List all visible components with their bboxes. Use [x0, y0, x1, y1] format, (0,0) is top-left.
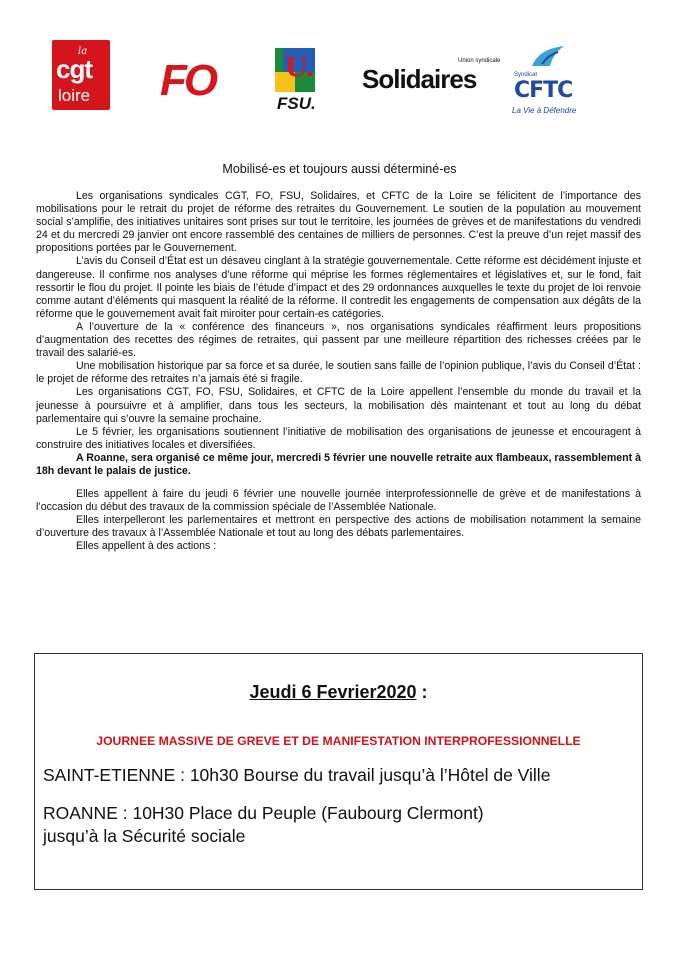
event-date — [35, 682, 642, 703]
cftc-dove-icon — [528, 42, 568, 70]
fsu-logo — [275, 48, 317, 118]
event-date-colon: : — [416, 682, 428, 702]
paragraph: Elles appellent à des actions : — [76, 540, 217, 553]
event-date-label: Jeudi 6 Fevrier2020 — [249, 682, 417, 702]
fo-logo: FO — [160, 56, 216, 105]
paragraph: L’avis du Conseil d’État est un désaveu cinglant à la stratégie gouvernementale. Cette réforme est décidément injuste et dangereuse. Il confirme nos analyses d’une réforme qui méprise les formes réglementaires et législatives et, sur le fond, fait ressortir le flou du projet. Il pointe les biais de l’étude d’impact et des 29 ordonnances auxquelles le texte du projet de loi renvoie comme autant d’éléments qui masquent la réalité de la réforme. Il contredit les engagements de compensation aux dégâts de la réforme que le gouvernement avait fait miroiter pour certain-es catégories. — [36, 255, 641, 320]
cgt-loire-logo — [52, 40, 110, 110]
location-roanne — [43, 802, 484, 848]
solidaires-logo-main: Solidaires — [362, 64, 477, 94]
location-roanne-line1: ROANNE : 10H30 Place du Peuple (Faubourg Clermont) — [43, 803, 484, 823]
paragraph: Le 5 février, les organisations soutiennent l’initiative de mobilisation des organisations de jeunesse et encouragent à construire des initiatives locales et diversifiées. — [36, 425, 641, 451]
paragraph: Une mobilisation historique par sa force et sa durée, le soutien sans faille de l’opinion publique, l’avis du Conseil d’État : le projet de réforme des retraites n’a jamais été si fragile. — [36, 360, 641, 386]
fsu-logo-text: FSU. — [277, 94, 316, 113]
cgt-logo-main: cgt — [56, 54, 92, 84]
communique-body — [36, 190, 641, 554]
page-title: Mobilisé-es et toujours aussi déterminé-es — [222, 162, 457, 176]
paragraph-roanne-bold: A Roanne, sera organisé ce même jour, mercredi 5 février une nouvelle retraite aux flambeaux, rassemblement à 18h devant le palais de justice. — [36, 451, 641, 477]
logo-strip — [0, 40, 679, 120]
paragraph: A l’ouverture de la « conférence des financeurs », nos organisations syndicales réaffirment leurs propositions d’augmentation des recettes des régimes de retraites, qui passent par une meilleure répartition des richesses créées par le travail des salarié-es. — [36, 320, 641, 360]
paragraph: Les organisations syndicales CGT, FO, FSU, Solidaires, et CFTC de la Loire se félicitent de l’importance des mobilisations pour le retrait du projet de réforme des retraites du Gouvernement. Le soutien de la population au mouvement social s’amplifie, des initiatives unitaires sont prises sur tout le territoire, les journées de grèves et de manifestations du vendredi 24 et du mercredi 29 janvier ont encore rassemblé des centaines de milliers de personnes. C’est la preuve d’un rejet massif des propositions portées par le Gouvernement. — [36, 190, 641, 255]
fsu-logo-letter: U. — [285, 53, 315, 83]
solidaires-logo-small: Union syndicale — [458, 58, 501, 64]
paragraph: Elles interpelleront les parlementaires et mettront en perspective des actions de mobilisation notamment la semaine d’ouverture des travaux à l’Assemblée Nationale et tout au long des débats parlementaires. — [36, 514, 641, 540]
event-headline: JOURNEE MASSIVE DE GREVE ET DE MANIFESTATION INTERPROFESSIONNELLE — [96, 734, 581, 748]
paragraph: Elles appellent à faire du jeudi 6 février une nouvelle journée interprofessionnelle de grève et de manifestations à l’occasion du début des travaux de la commission spéciale de l’Assemblée Nationale. — [36, 488, 641, 514]
cgt-logo-la: la — [78, 46, 88, 57]
cgt-logo-sub: loire — [58, 86, 91, 105]
cftc-logo — [508, 42, 608, 122]
location-saint-etienne: SAINT-ETIENNE : 10h30 Bourse du travail jusqu’à l’Hôtel de Ville — [43, 765, 551, 785]
event-box — [34, 653, 643, 890]
location-roanne-line2: jusqu’à la Sécurité sociale — [43, 826, 246, 846]
cftc-logo-tagline: La Vie à Défendre — [512, 106, 577, 115]
cftc-logo-small: Syndicat — [514, 72, 538, 78]
solidaires-logo — [362, 58, 501, 95]
cftc-logo-main: CFTC — [514, 78, 573, 103]
paragraph: Les organisations CGT, FO, FSU, Solidaires, et CFTC de la Loire appellent l’ensemble du monde du travail et la jeunesse à poursuivre et à amplifier, dans tous les secteurs, la mobilisation dès maintenant et tout au long du débat parlementaire qui s’ouvre la semaine prochaine. — [36, 386, 641, 425]
